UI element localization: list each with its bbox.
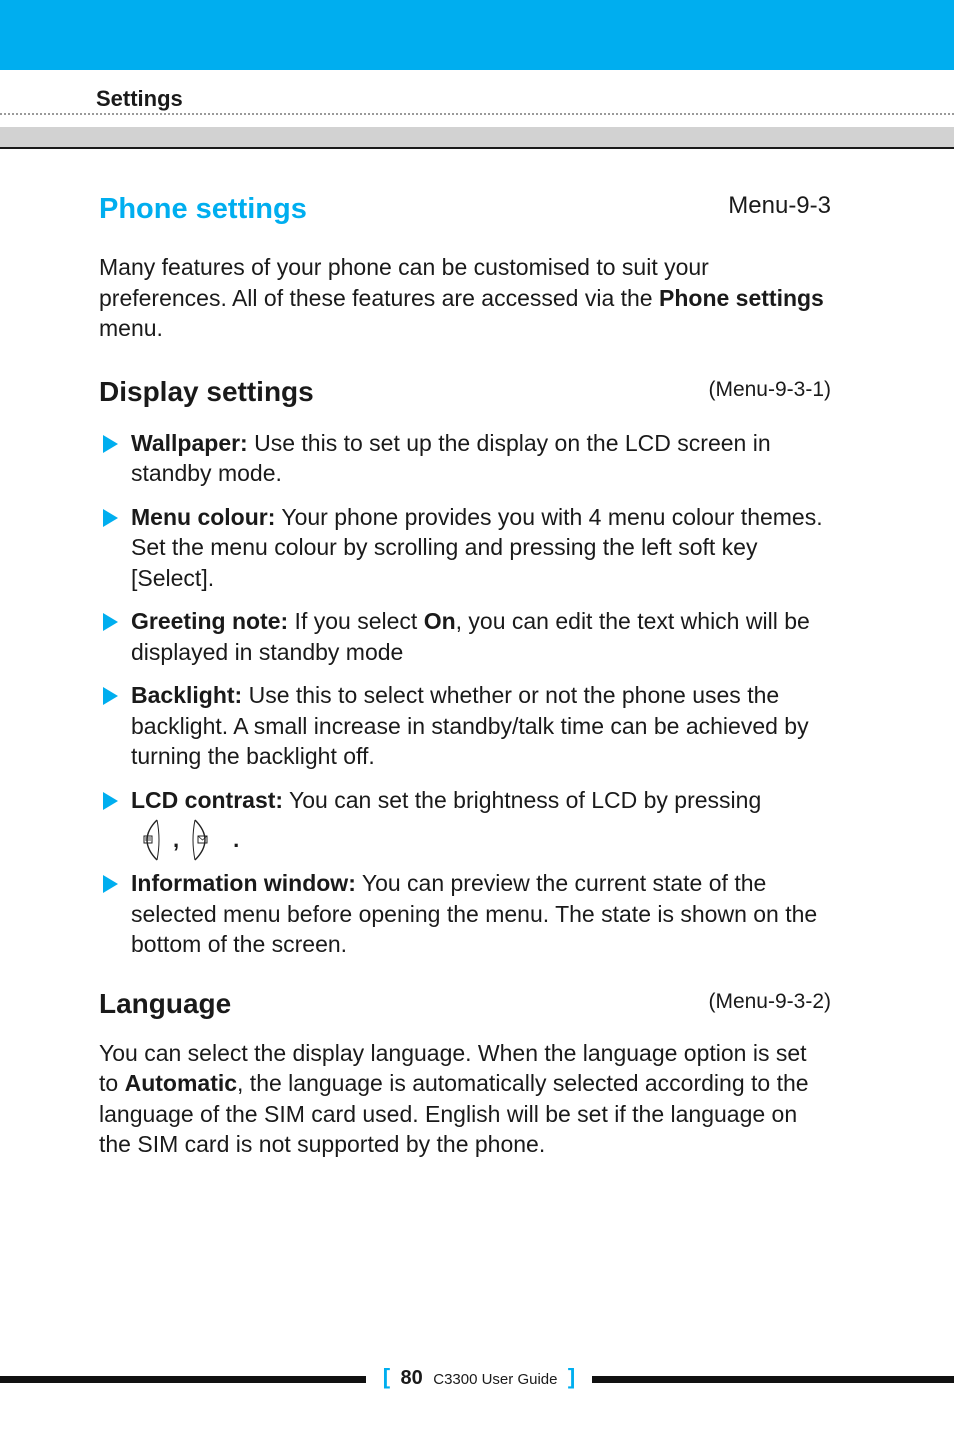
footer-bracket-close: ] [567,1364,576,1389]
language-text-1: You can select the display language. When the language option is set to [99,1039,807,1096]
triangle-bullet-icon [103,613,118,631]
triangle-bullet-icon [103,509,118,527]
item-text: If you select [288,608,424,634]
page-content [99,186,831,1160]
triangle-bullet-icon [103,435,118,453]
item-term: Information window: [131,870,356,896]
list-item-lcd-contrast [99,785,831,865]
item-text: You can preview the current state of the selected menu before opening the menu. The state is shown on the bottom of the screen. [131,870,818,957]
item-term: Wallpaper: [131,429,248,456]
item-bold: On [423,608,456,634]
list-item-menu-colour [99,502,831,594]
dotted-divider [0,113,954,115]
page-footer [0,1360,954,1400]
phone-settings-heading-row [99,186,831,226]
footer-rule-left [0,1376,366,1383]
triangle-bullet-icon [103,792,118,810]
list-item-information-window [99,868,831,960]
item-term: LCD contrast: [131,786,284,813]
language-heading-row [99,988,831,1020]
nav-keys [135,816,831,864]
footer-bracket-open: [ [382,1364,391,1389]
display-settings-list [99,428,831,960]
section-label: Settings [96,86,183,111]
intro-text-1: Many features of your phone can be customised to suit your preferences. All of these features are accessed via the [99,254,709,311]
language-text-2: , the language is automatically selected according to the language of the SIM card used. English will be set if the language on the SIM card is not supported by the phone. [99,1070,809,1157]
display-settings-menu-ref: (Menu-9-3-1) [708,377,831,401]
key-separator: , [173,826,180,852]
phone-settings-title: Phone settings [99,193,307,225]
intro-text-2: menu. [99,315,163,341]
key-end-period: . [233,826,240,852]
language-title: Language [99,987,232,1019]
display-settings-heading-row [99,376,831,408]
intro-bold-1: Phone settings [659,284,824,311]
item-text: Use this to select whether or not the phone uses the backlight. A small increase in standby/talk time can be achieved by turning the backlight off. [131,682,809,769]
triangle-bullet-icon [103,875,118,893]
item-term: Menu colour: [131,503,276,530]
phone-settings-menu-ref: Menu-9-3 [728,192,831,219]
list-item-greeting-note [99,606,831,667]
item-text: , you can edit the text which will be displayed in standby mode [131,608,810,665]
top-color-band [0,0,954,70]
item-term: Greeting note: [131,608,289,634]
list-item-wallpaper [99,428,831,489]
display-settings-title: Display settings [99,375,314,407]
item-text: Use this to set up the display on the LCD screen in standby mode. [131,429,771,486]
triangle-bullet-icon [103,687,118,705]
right-nav-key-icon [189,818,217,862]
item-text: Your phone provides you with 4 menu colour themes. Set the menu colour by scrolling and pressing the left soft key [Select]. [131,503,823,591]
phone-settings-intro [99,252,831,344]
gray-header-band [0,127,954,149]
language-menu-ref: (Menu-9-3-2) [708,989,831,1013]
language-body [99,1038,831,1160]
list-item-backlight [99,680,831,772]
page-number: 80 [400,1367,423,1389]
language-bold-1: Automatic [124,1070,238,1096]
item-text: You can set the brightness of LCD by pressing [283,786,762,813]
footer-page-info [376,1364,582,1390]
item-term: Backlight: [131,682,243,708]
footer-rule-right [592,1376,954,1383]
guide-title: C3300 User Guide [433,1371,558,1388]
left-nav-key-icon [135,818,163,862]
